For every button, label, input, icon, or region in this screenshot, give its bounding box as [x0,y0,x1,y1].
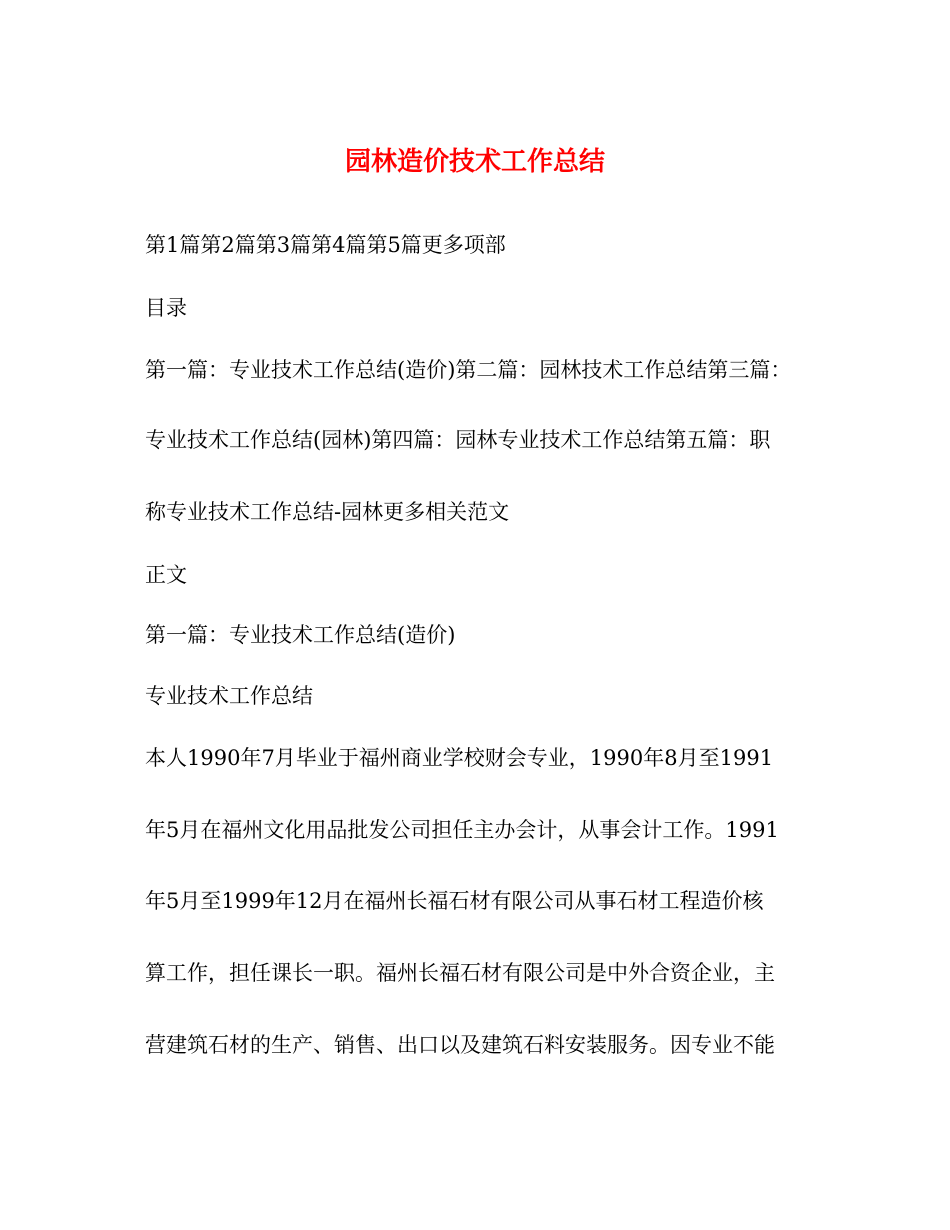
paragraph-line: 算工作，担任课长一职。福州长福石材有限公司是中外合资企业，主 [145,961,775,985]
article-subheading: 专业技术工作总结 [145,684,313,708]
toc-line: 第一篇：专业技术工作总结(造价)第二篇：园林技术工作总结第三篇： [145,358,792,382]
body-heading: 正文 [145,563,187,587]
article-nav: 第1篇第2篇第3篇第4篇第5篇更多项部 [145,233,506,257]
toc-heading: 目录 [145,296,187,320]
toc-line: 专业技术工作总结(园林)第四篇：园林专业技术工作总结第五篇：职 [145,428,771,452]
toc-line: 称专业技术工作总结-园林更多相关范文 [145,500,510,524]
paragraph-line: 本人1990年7月毕业于福州商业学校财会专业，1990年8月至1991 [145,746,774,770]
paragraph-line: 年5月在福州文化用品批发公司担任主办会计，从事会计工作。1991 [145,818,779,842]
paragraph-line: 年5月至1999年12月在福州长福石材有限公司从事石材工程造价核 [145,889,764,913]
paragraph-line: 营建筑石材的生产、销售、出口以及建筑石料安装服务。因专业不能 [145,1033,775,1057]
document-title: 园林造价技术工作总结 [344,147,605,177]
article-heading: 第一篇：专业技术工作总结(造价) [145,623,456,647]
